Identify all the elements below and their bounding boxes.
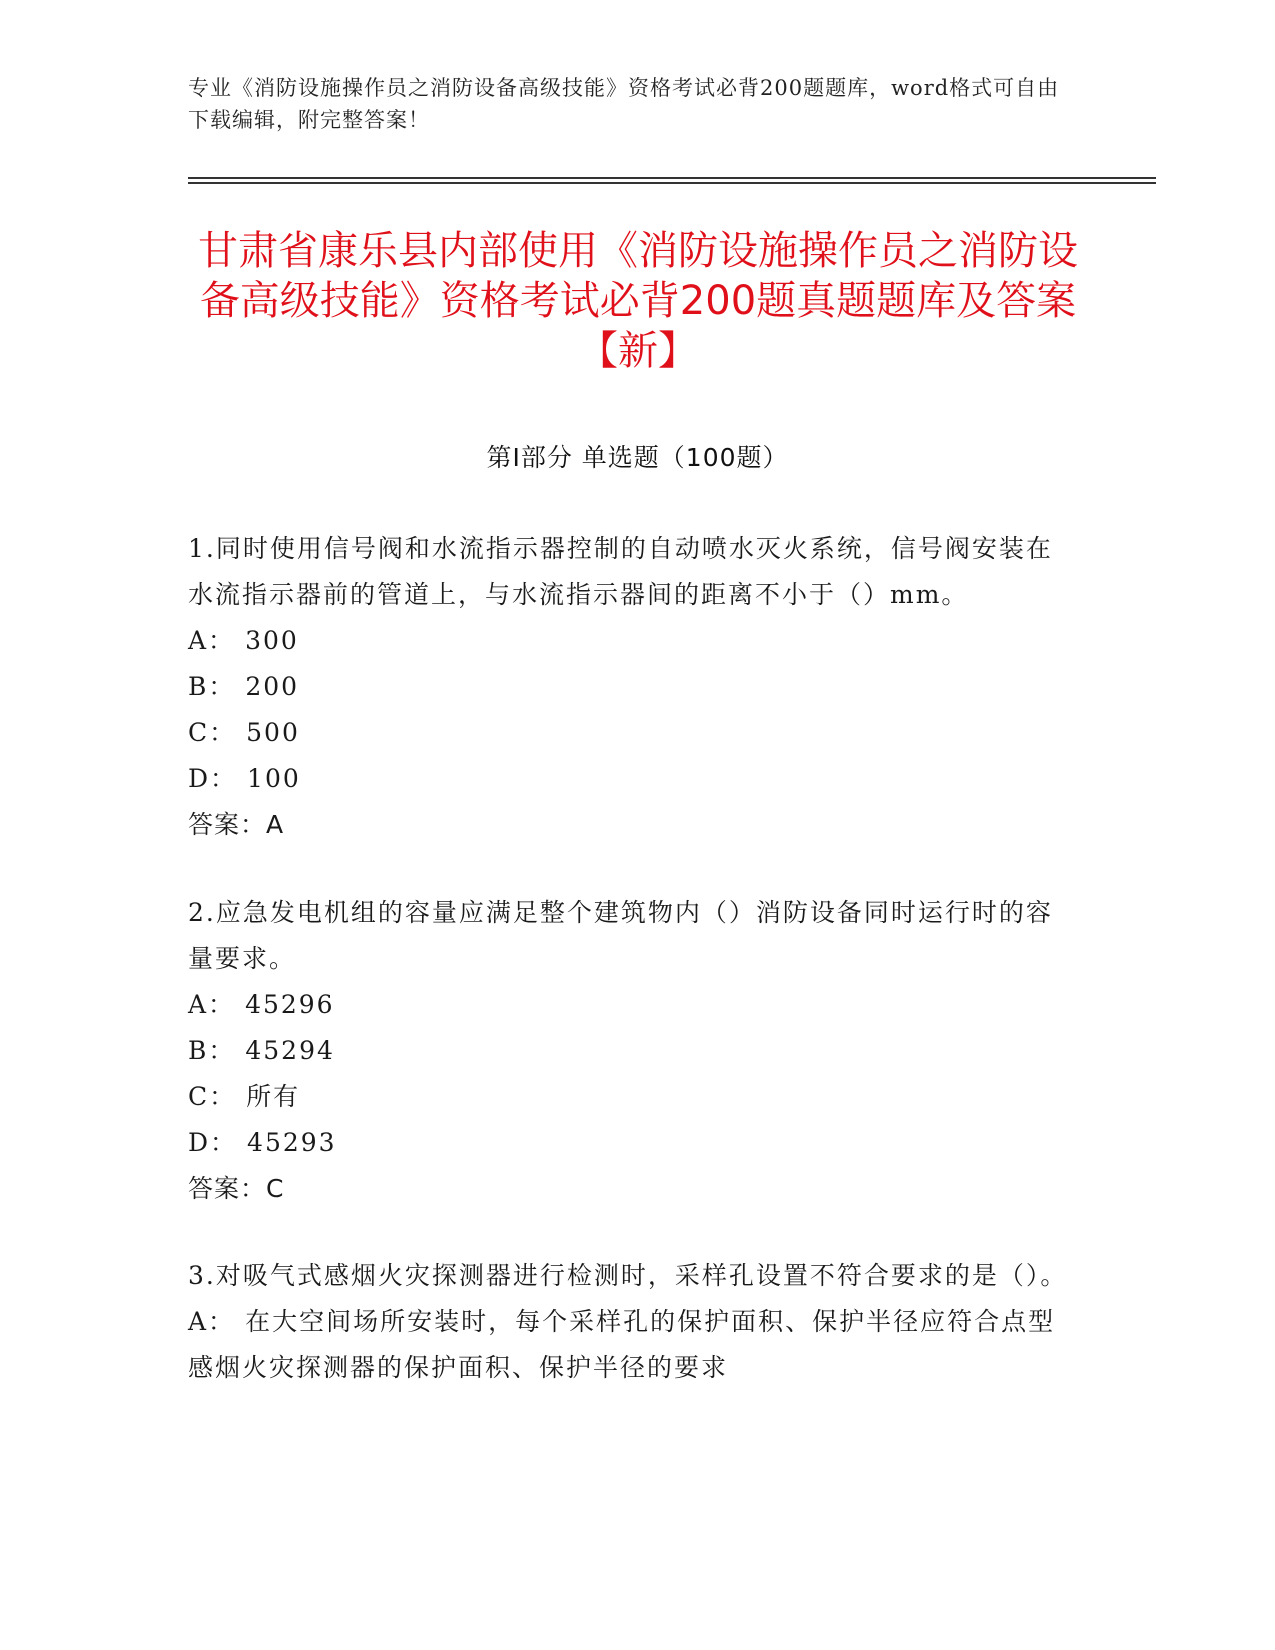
option-text: 45296 [245,990,335,1019]
section-heading: 第I部分 单选题（100题） [486,443,789,472]
answer-line: 答案：A [188,810,285,839]
question-1 [188,526,1068,848]
option-text: 100 [247,764,301,793]
question-3 [188,1253,1068,1391]
option-text: 500 [246,718,300,747]
option-d [188,1120,1068,1166]
question-stem: 1.同时使用信号阀和水流指示器控制的自动喷水灭火系统，信号阀安装在水流指示器前的管道上，与水流指示器间的距离不小于（）mm。 [188,534,1053,609]
option-text: 45294 [245,1036,335,1065]
option-b [188,1028,1068,1074]
option-c [188,1074,1068,1120]
option-key: A： [188,1307,236,1336]
option-key: A： [188,626,236,655]
option-c [188,710,1068,756]
option-a [188,1299,1068,1391]
question-2 [188,890,1068,1212]
option-key: A： [188,990,236,1019]
header-divider-top [188,177,1156,179]
question-stem: 2.应急发电机组的容量应满足整个建筑物内（）消防设备同时运行时的容量要求。 [188,898,1053,973]
option-text: 300 [245,626,299,655]
option-text: 200 [245,672,300,701]
option-a [188,618,1068,664]
answer-line: 答案：C [188,1174,285,1203]
option-text: 所有 [246,1082,301,1111]
question-stem: 3.对吸气式感烟火灾探测器进行检测时，采样孔设置不符合要求的是（）。 [188,1261,1068,1290]
header-note: 专业《消防设施操作员之消防设备高级技能》资格考试必背200题题库，word格式可自由下载编辑，附完整答案！ [188,76,1060,132]
header-divider-bottom [188,182,1156,184]
option-key: B： [188,672,236,701]
option-key: C： [188,1082,237,1111]
document-title: 甘肃省康乐县内部使用《消防设施操作员之消防设备高级技能》资格考试必背200题真题题库及答案【新】 [198,228,1078,374]
option-key: B： [188,1036,236,1065]
option-a [188,982,1068,1028]
option-b [188,664,1068,710]
option-key: D： [188,1128,238,1157]
option-text: 在大空间场所安装时，每个采样孔的保护面积、保护半径应符合点型感烟火灾探测器的保护面积、保护半径的要求 [188,1307,1056,1382]
option-d [188,756,1068,802]
option-key: D： [188,764,238,793]
option-text: 45293 [247,1128,337,1157]
option-key: C： [188,718,237,747]
